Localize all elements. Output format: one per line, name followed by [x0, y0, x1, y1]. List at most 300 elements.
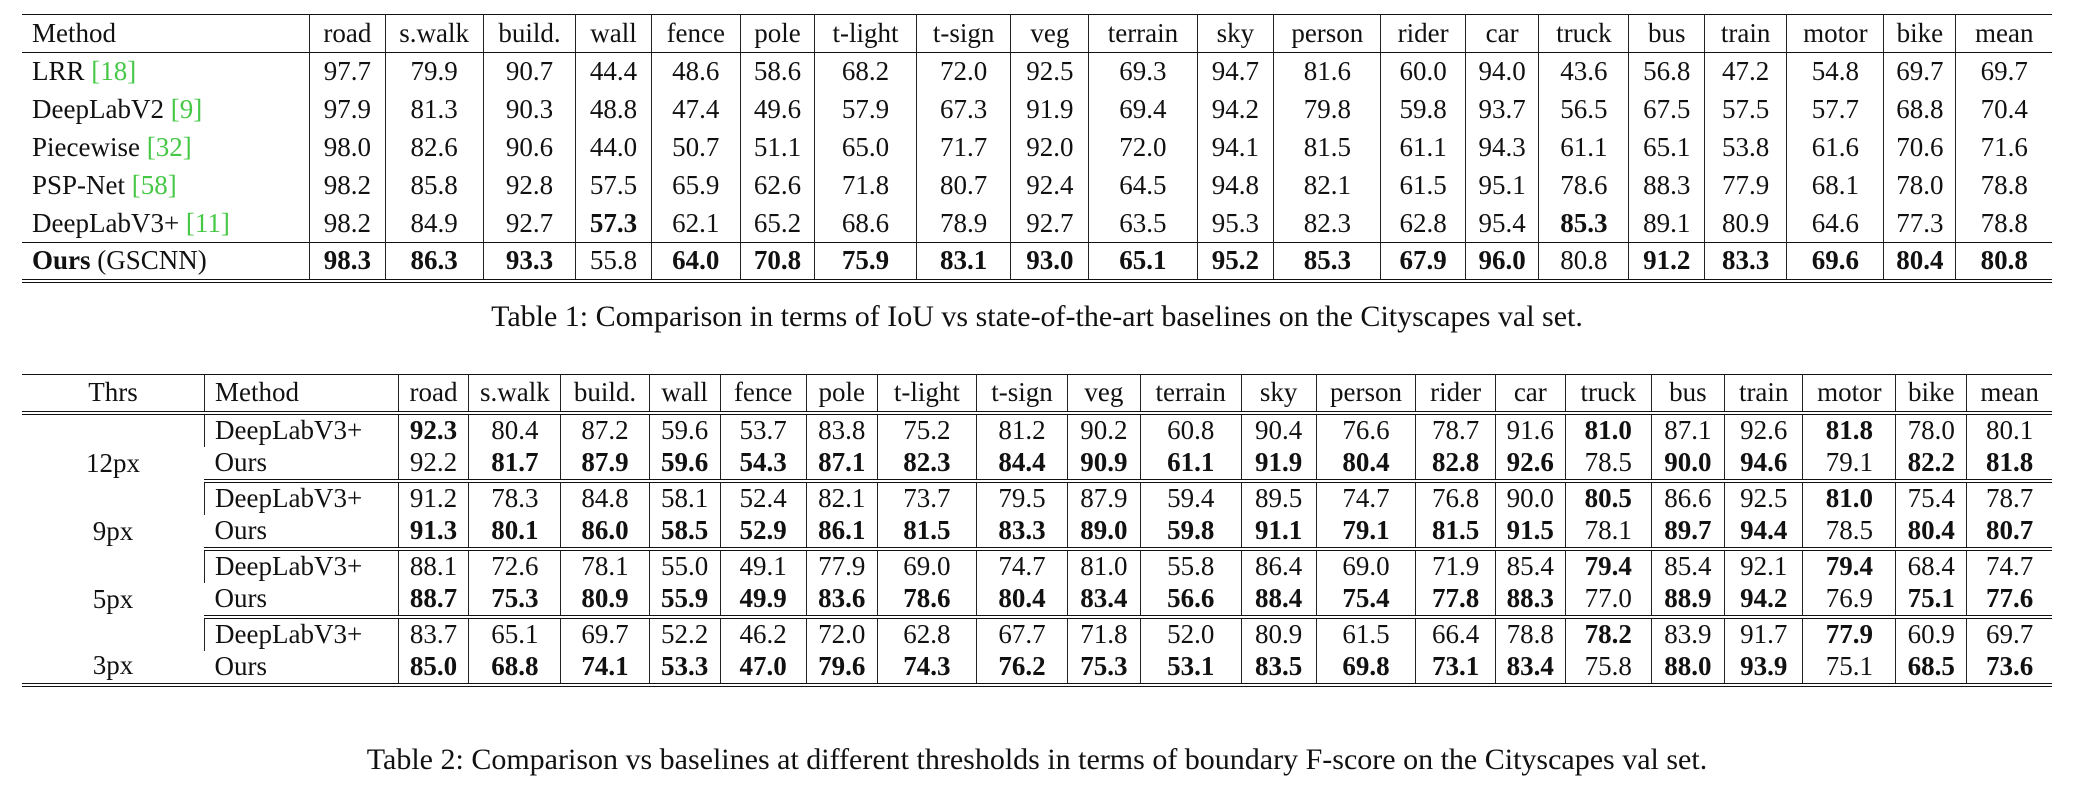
value-cell: 69.0	[877, 549, 977, 583]
value-cell: 92.2	[398, 447, 469, 481]
value-cell: 55.9	[649, 583, 720, 617]
table-2-header-sky: sky	[1241, 375, 1316, 413]
table-1-header-mean: mean	[1956, 15, 2052, 53]
table-2-header-road: road	[398, 375, 469, 413]
citation: [18]	[91, 56, 137, 87]
value-cell: 59.8	[1140, 515, 1241, 549]
value-cell: 92.8	[483, 167, 575, 205]
value-cell: 93.3	[483, 243, 575, 281]
value-cell: 47.2	[1705, 53, 1787, 91]
value-cell: 68.6	[815, 205, 917, 243]
value-cell: 67.5	[1629, 91, 1705, 129]
table-2-boundary-fscore	[22, 374, 2052, 687]
method-cell	[22, 167, 310, 205]
value-cell: 56.6	[1140, 583, 1241, 617]
value-cell: 80.9	[561, 583, 650, 617]
value-cell: 57.5	[1705, 91, 1787, 129]
value-cell: 86.6	[1651, 481, 1724, 515]
method-cell: Ours	[205, 583, 399, 617]
value-cell: 81.8	[1803, 413, 1896, 447]
table-1-header-bike: bike	[1884, 15, 1956, 53]
value-cell: 98.2	[310, 205, 386, 243]
table-1-header-train: train	[1705, 15, 1787, 53]
value-cell: 58.1	[649, 481, 720, 515]
threshold-cell: 12px	[86, 447, 141, 478]
table-2-caption: Table 2: Comparison vs baselines at different thresholds in terms of boundary F-score on the Cityscapes val set.	[366, 743, 1708, 776]
method-cell: DeepLabV3+	[205, 413, 399, 447]
value-cell: 59.6	[649, 447, 720, 481]
table-2-header-wall: wall	[649, 375, 720, 413]
method-cell	[22, 129, 310, 167]
value-cell: 84.9	[385, 205, 483, 243]
value-cell: 84.4	[977, 447, 1068, 481]
value-cell: 97.9	[310, 91, 386, 129]
value-cell: 44.0	[576, 129, 652, 167]
value-cell: 74.7	[1967, 549, 2052, 583]
value-cell: 78.7	[1416, 413, 1496, 447]
value-cell: 77.3	[1884, 205, 1956, 243]
value-cell: 81.6	[1274, 53, 1381, 91]
value-cell: 91.5	[1495, 515, 1565, 549]
threshold-cell: 9px	[92, 515, 134, 546]
value-cell: 88.3	[1629, 167, 1705, 205]
value-cell: 78.1	[1565, 515, 1651, 549]
value-cell: 57.7	[1787, 91, 1884, 129]
value-cell: 77.9	[1705, 167, 1787, 205]
value-cell: 54.8	[1787, 53, 1884, 91]
table-2-header-thrs: Thrs	[22, 375, 205, 413]
method-name: PSP-Net	[32, 170, 132, 200]
method-cell: DeepLabV3+	[205, 481, 399, 515]
value-cell: 66.4	[1416, 617, 1496, 651]
value-cell: 81.2	[977, 413, 1068, 447]
table-2-header-car: car	[1495, 375, 1565, 413]
value-cell: 54.3	[720, 447, 806, 481]
value-cell: 85.4	[1651, 549, 1724, 583]
table-1-header-sky: sky	[1197, 15, 1274, 53]
value-cell: 73.6	[1967, 651, 2052, 685]
value-cell: 69.7	[1884, 53, 1956, 91]
value-cell: 78.8	[1495, 617, 1565, 651]
value-cell: 73.1	[1416, 651, 1496, 685]
value-cell: 80.7	[916, 167, 1011, 205]
value-cell: 57.9	[815, 91, 917, 129]
method-name: DeepLabV3+	[32, 207, 186, 238]
value-cell: 85.3	[1539, 205, 1629, 243]
value-cell: 79.5	[977, 481, 1068, 515]
value-cell: 49.6	[740, 91, 814, 129]
value-cell: 75.9	[815, 243, 917, 281]
value-cell: 61.1	[1539, 129, 1629, 167]
value-cell: 80.4	[1896, 515, 1967, 549]
value-cell: 78.5	[1803, 515, 1896, 549]
value-cell: 80.7	[1967, 515, 2052, 549]
value-cell: 90.6	[483, 129, 575, 167]
value-cell: 88.7	[398, 583, 469, 617]
table-row	[22, 617, 2052, 651]
value-cell: 69.8	[1316, 651, 1416, 685]
value-cell: 95.1	[1465, 167, 1538, 205]
value-cell: 75.3	[469, 583, 561, 617]
table-row-ours	[22, 243, 2052, 281]
value-cell: 53.1	[1140, 651, 1241, 685]
value-cell: 74.1	[561, 651, 650, 685]
value-cell: 68.1	[1787, 167, 1884, 205]
value-cell: 72.0	[806, 617, 877, 651]
value-cell: 91.3	[398, 515, 469, 549]
value-cell: 65.1	[469, 617, 561, 651]
table-2-header-t-sign: t-sign	[977, 375, 1068, 413]
table-1-header-person: person	[1274, 15, 1381, 53]
value-cell: 60.8	[1140, 413, 1241, 447]
value-cell: 86.1	[806, 515, 877, 549]
value-cell: 90.9	[1067, 447, 1140, 481]
table-2-header-row	[22, 375, 2052, 413]
value-cell: 74.3	[877, 651, 977, 685]
method-name-ours: Ours	[32, 245, 91, 276]
table-2-header-person: person	[1316, 375, 1416, 413]
value-cell: 91.1	[1241, 515, 1316, 549]
table-2-header-build: build.	[561, 375, 650, 413]
value-cell: 72.0	[1089, 129, 1197, 167]
value-cell: 67.9	[1381, 243, 1466, 281]
value-cell: 76.2	[977, 651, 1068, 685]
value-cell: 68.5	[1896, 651, 1967, 685]
value-cell: 90.3	[483, 91, 575, 129]
table-row	[22, 651, 2052, 685]
value-cell: 80.4	[977, 583, 1068, 617]
value-cell: 69.7	[1956, 53, 2052, 91]
value-cell: 80.8	[1539, 243, 1629, 281]
value-cell: 94.6	[1724, 447, 1803, 481]
value-cell: 91.2	[398, 481, 469, 515]
value-cell: 94.2	[1724, 583, 1803, 617]
table-1-header-t-sign: t-sign	[916, 15, 1011, 53]
value-cell: 67.7	[977, 617, 1068, 651]
value-cell: 81.3	[385, 91, 483, 129]
method-cell	[22, 91, 310, 129]
value-cell: 94.2	[1197, 91, 1274, 129]
threshold-cell: 5px	[92, 583, 134, 614]
value-cell: 75.2	[877, 413, 977, 447]
value-cell: 82.2	[1896, 447, 1967, 481]
value-cell: 60.9	[1896, 617, 1967, 651]
value-cell: 87.9	[561, 447, 650, 481]
value-cell: 82.6	[385, 129, 483, 167]
table-2-header-s-walk: s.walk	[469, 375, 561, 413]
value-cell: 79.1	[1803, 447, 1896, 481]
table-1-wrapper	[22, 14, 2052, 283]
value-cell: 72.6	[469, 549, 561, 583]
value-cell: 58.5	[649, 515, 720, 549]
value-cell: 86.0	[561, 515, 650, 549]
value-cell: 78.3	[469, 481, 561, 515]
value-cell: 80.1	[469, 515, 561, 549]
table-2-wrapper	[22, 374, 2052, 687]
value-cell: 78.1	[561, 549, 650, 583]
value-cell: 52.2	[649, 617, 720, 651]
value-cell: 81.0	[1803, 481, 1896, 515]
value-cell: 80.9	[1241, 617, 1316, 651]
value-cell: 83.4	[1067, 583, 1140, 617]
table-1-header-bus: bus	[1629, 15, 1705, 53]
method-name: Piecewise	[32, 132, 147, 162]
table-2-header-bike: bike	[1896, 375, 1967, 413]
value-cell: 82.1	[1274, 167, 1381, 205]
value-cell: 53.8	[1705, 129, 1787, 167]
value-cell: 77.9	[806, 549, 877, 583]
value-cell: 98.0	[310, 129, 386, 167]
value-cell: 62.1	[651, 205, 740, 243]
value-cell: 51.1	[740, 129, 814, 167]
table-row	[22, 481, 2052, 515]
value-cell: 78.5	[1565, 447, 1651, 481]
table-1-header-s-walk: s.walk	[385, 15, 483, 53]
value-cell: 71.7	[916, 129, 1011, 167]
value-cell: 75.8	[1565, 651, 1651, 685]
value-cell: 88.9	[1651, 583, 1724, 617]
method-cell: Ours	[205, 515, 399, 549]
value-cell: 83.7	[398, 617, 469, 651]
value-cell: 47.0	[720, 651, 806, 685]
method-cell	[22, 243, 310, 281]
value-cell: 75.4	[1316, 583, 1416, 617]
value-cell: 91.9	[1241, 447, 1316, 481]
method-cell	[22, 205, 310, 243]
value-cell: 71.8	[815, 167, 917, 205]
value-cell: 92.1	[1724, 549, 1803, 583]
value-cell: 95.4	[1465, 205, 1538, 243]
value-cell: 78.7	[1967, 481, 2052, 515]
value-cell: 44.4	[576, 53, 652, 91]
value-cell: 60.0	[1381, 53, 1466, 91]
method-suffix: (GSCNN)	[90, 245, 207, 276]
table-1-header-build: build.	[483, 15, 575, 53]
table-2-header-veg: veg	[1067, 375, 1140, 413]
value-cell: 49.1	[720, 549, 806, 583]
citation: [11]	[185, 207, 230, 238]
value-cell: 43.6	[1539, 53, 1629, 91]
method-cell: DeepLabV3+	[205, 617, 399, 651]
value-cell: 87.2	[561, 413, 650, 447]
value-cell: 81.5	[1274, 129, 1381, 167]
table-1-header-fence: fence	[651, 15, 740, 53]
method-name: LRR	[32, 56, 92, 87]
table-1-header-pole: pole	[740, 15, 814, 53]
value-cell: 55.8	[576, 243, 652, 281]
value-cell: 94.3	[1465, 129, 1538, 167]
value-cell: 74.7	[977, 549, 1068, 583]
value-cell: 83.8	[806, 413, 877, 447]
value-cell: 65.1	[1089, 243, 1197, 281]
value-cell: 86.4	[1241, 549, 1316, 583]
value-cell: 89.1	[1629, 205, 1705, 243]
value-cell: 94.0	[1465, 53, 1538, 91]
value-cell: 70.8	[740, 243, 814, 281]
table-2-header-bus: bus	[1651, 375, 1724, 413]
value-cell: 61.6	[1787, 129, 1884, 167]
value-cell: 98.3	[310, 243, 386, 281]
value-cell: 89.7	[1651, 515, 1724, 549]
value-cell: 75.3	[1067, 651, 1140, 685]
value-cell: 92.5	[1724, 481, 1803, 515]
method-cell: DeepLabV3+	[205, 549, 399, 583]
value-cell: 69.7	[561, 617, 650, 651]
value-cell: 52.9	[720, 515, 806, 549]
value-cell: 65.0	[815, 129, 917, 167]
value-cell: 76.8	[1416, 481, 1496, 515]
table-row	[22, 91, 2052, 129]
value-cell: 79.1	[1316, 515, 1416, 549]
value-cell: 48.8	[576, 91, 652, 129]
value-cell: 94.7	[1197, 53, 1274, 91]
value-cell: 88.3	[1495, 583, 1565, 617]
value-cell: 89.5	[1241, 481, 1316, 515]
method-cell: Ours	[205, 447, 399, 481]
value-cell: 64.0	[651, 243, 740, 281]
table-1-header-veg: veg	[1011, 15, 1089, 53]
value-cell: 91.7	[1724, 617, 1803, 651]
value-cell: 76.9	[1803, 583, 1896, 617]
value-cell: 80.9	[1705, 205, 1787, 243]
table-2-header-pole: pole	[806, 375, 877, 413]
table-row	[22, 53, 2052, 91]
value-cell: 68.4	[1896, 549, 1967, 583]
value-cell: 80.4	[469, 413, 561, 447]
value-cell: 92.4	[1011, 167, 1089, 205]
value-cell: 55.0	[649, 549, 720, 583]
value-cell: 92.6	[1724, 413, 1803, 447]
value-cell: 62.6	[740, 167, 814, 205]
value-cell: 78.9	[916, 205, 1011, 243]
value-cell: 90.7	[483, 53, 575, 91]
value-cell: 70.6	[1884, 129, 1956, 167]
value-cell: 79.8	[1274, 91, 1381, 129]
value-cell: 58.6	[740, 53, 814, 91]
value-cell: 81.5	[1416, 515, 1496, 549]
value-cell: 69.4	[1089, 91, 1197, 129]
value-cell: 90.0	[1651, 447, 1724, 481]
value-cell: 79.4	[1803, 549, 1896, 583]
value-cell: 69.0	[1316, 549, 1416, 583]
table-2-header-train: train	[1724, 375, 1803, 413]
value-cell: 63.5	[1089, 205, 1197, 243]
table-1-header-road: road	[310, 15, 386, 53]
value-cell: 69.7	[1967, 617, 2052, 651]
value-cell: 78.8	[1956, 167, 2052, 205]
table-1-caption: Table 1: Comparison in terms of IoU vs state-of-the-art baselines on the Cityscapes val set.	[491, 300, 1583, 333]
value-cell: 68.2	[815, 53, 917, 91]
table-row	[22, 129, 2052, 167]
value-cell: 79.6	[806, 651, 877, 685]
value-cell: 53.7	[720, 413, 806, 447]
table-row	[22, 205, 2052, 243]
value-cell: 61.1	[1381, 129, 1466, 167]
table-2-header-terrain: terrain	[1140, 375, 1241, 413]
value-cell: 98.2	[310, 167, 386, 205]
value-cell: 88.0	[1651, 651, 1724, 685]
value-cell: 97.7	[310, 53, 386, 91]
value-cell: 91.6	[1495, 413, 1565, 447]
value-cell: 65.1	[1629, 129, 1705, 167]
value-cell: 72.0	[916, 53, 1011, 91]
value-cell: 88.4	[1241, 583, 1316, 617]
value-cell: 89.0	[1067, 515, 1140, 549]
value-cell: 71.6	[1956, 129, 2052, 167]
value-cell: 81.0	[1565, 413, 1651, 447]
value-cell: 83.6	[806, 583, 877, 617]
value-cell: 57.3	[576, 205, 652, 243]
value-cell: 77.0	[1565, 583, 1651, 617]
value-cell: 83.3	[1705, 243, 1787, 281]
value-cell: 49.9	[720, 583, 806, 617]
value-cell: 82.1	[806, 481, 877, 515]
value-cell: 76.6	[1316, 413, 1416, 447]
value-cell: 75.1	[1803, 651, 1896, 685]
value-cell: 71.8	[1067, 617, 1140, 651]
value-cell: 87.1	[1651, 413, 1724, 447]
value-cell: 75.4	[1896, 481, 1967, 515]
value-cell: 90.0	[1495, 481, 1565, 515]
table-2-header-t-light: t-light	[877, 375, 977, 413]
threshold-cell: 3px	[92, 649, 134, 680]
value-cell: 78.2	[1565, 617, 1651, 651]
value-cell: 85.3	[1274, 243, 1381, 281]
value-cell: 70.4	[1956, 91, 2052, 129]
citation: [32]	[146, 132, 192, 162]
value-cell: 53.3	[649, 651, 720, 685]
table-1-header-car: car	[1465, 15, 1538, 53]
value-cell: 92.0	[1011, 129, 1089, 167]
table-1-header-method: Method	[22, 15, 310, 53]
value-cell: 80.1	[1967, 413, 2052, 447]
table-1-header-rider: rider	[1381, 15, 1466, 53]
value-cell: 85.8	[385, 167, 483, 205]
value-cell: 79.9	[385, 53, 483, 91]
value-cell: 71.9	[1416, 549, 1496, 583]
citation: [58]	[131, 170, 177, 200]
value-cell: 85.0	[398, 651, 469, 685]
value-cell: 95.2	[1197, 243, 1274, 281]
value-cell: 82.3	[1274, 205, 1381, 243]
value-cell: 81.0	[1067, 549, 1140, 583]
value-cell: 80.4	[1884, 243, 1956, 281]
value-cell: 93.0	[1011, 243, 1089, 281]
value-cell: 82.8	[1416, 447, 1496, 481]
value-cell: 83.3	[977, 515, 1068, 549]
value-cell: 92.7	[483, 205, 575, 243]
value-cell: 96.0	[1465, 243, 1538, 281]
value-cell: 92.3	[398, 413, 469, 447]
value-cell: 94.4	[1724, 515, 1803, 549]
value-cell: 52.4	[720, 481, 806, 515]
value-cell: 61.1	[1140, 447, 1241, 481]
value-cell: 68.8	[1884, 91, 1956, 129]
value-cell: 91.9	[1011, 91, 1089, 129]
value-cell: 95.3	[1197, 205, 1274, 243]
table-1-header-row	[22, 15, 2052, 53]
value-cell: 80.4	[1316, 447, 1416, 481]
value-cell: 93.9	[1724, 651, 1803, 685]
value-cell: 55.8	[1140, 549, 1241, 583]
table-1-header-terrain: terrain	[1089, 15, 1197, 53]
value-cell: 83.5	[1241, 651, 1316, 685]
value-cell: 52.0	[1140, 617, 1241, 651]
value-cell: 48.6	[651, 53, 740, 91]
value-cell: 80.5	[1565, 481, 1651, 515]
value-cell: 56.5	[1539, 91, 1629, 129]
value-cell: 92.6	[1495, 447, 1565, 481]
